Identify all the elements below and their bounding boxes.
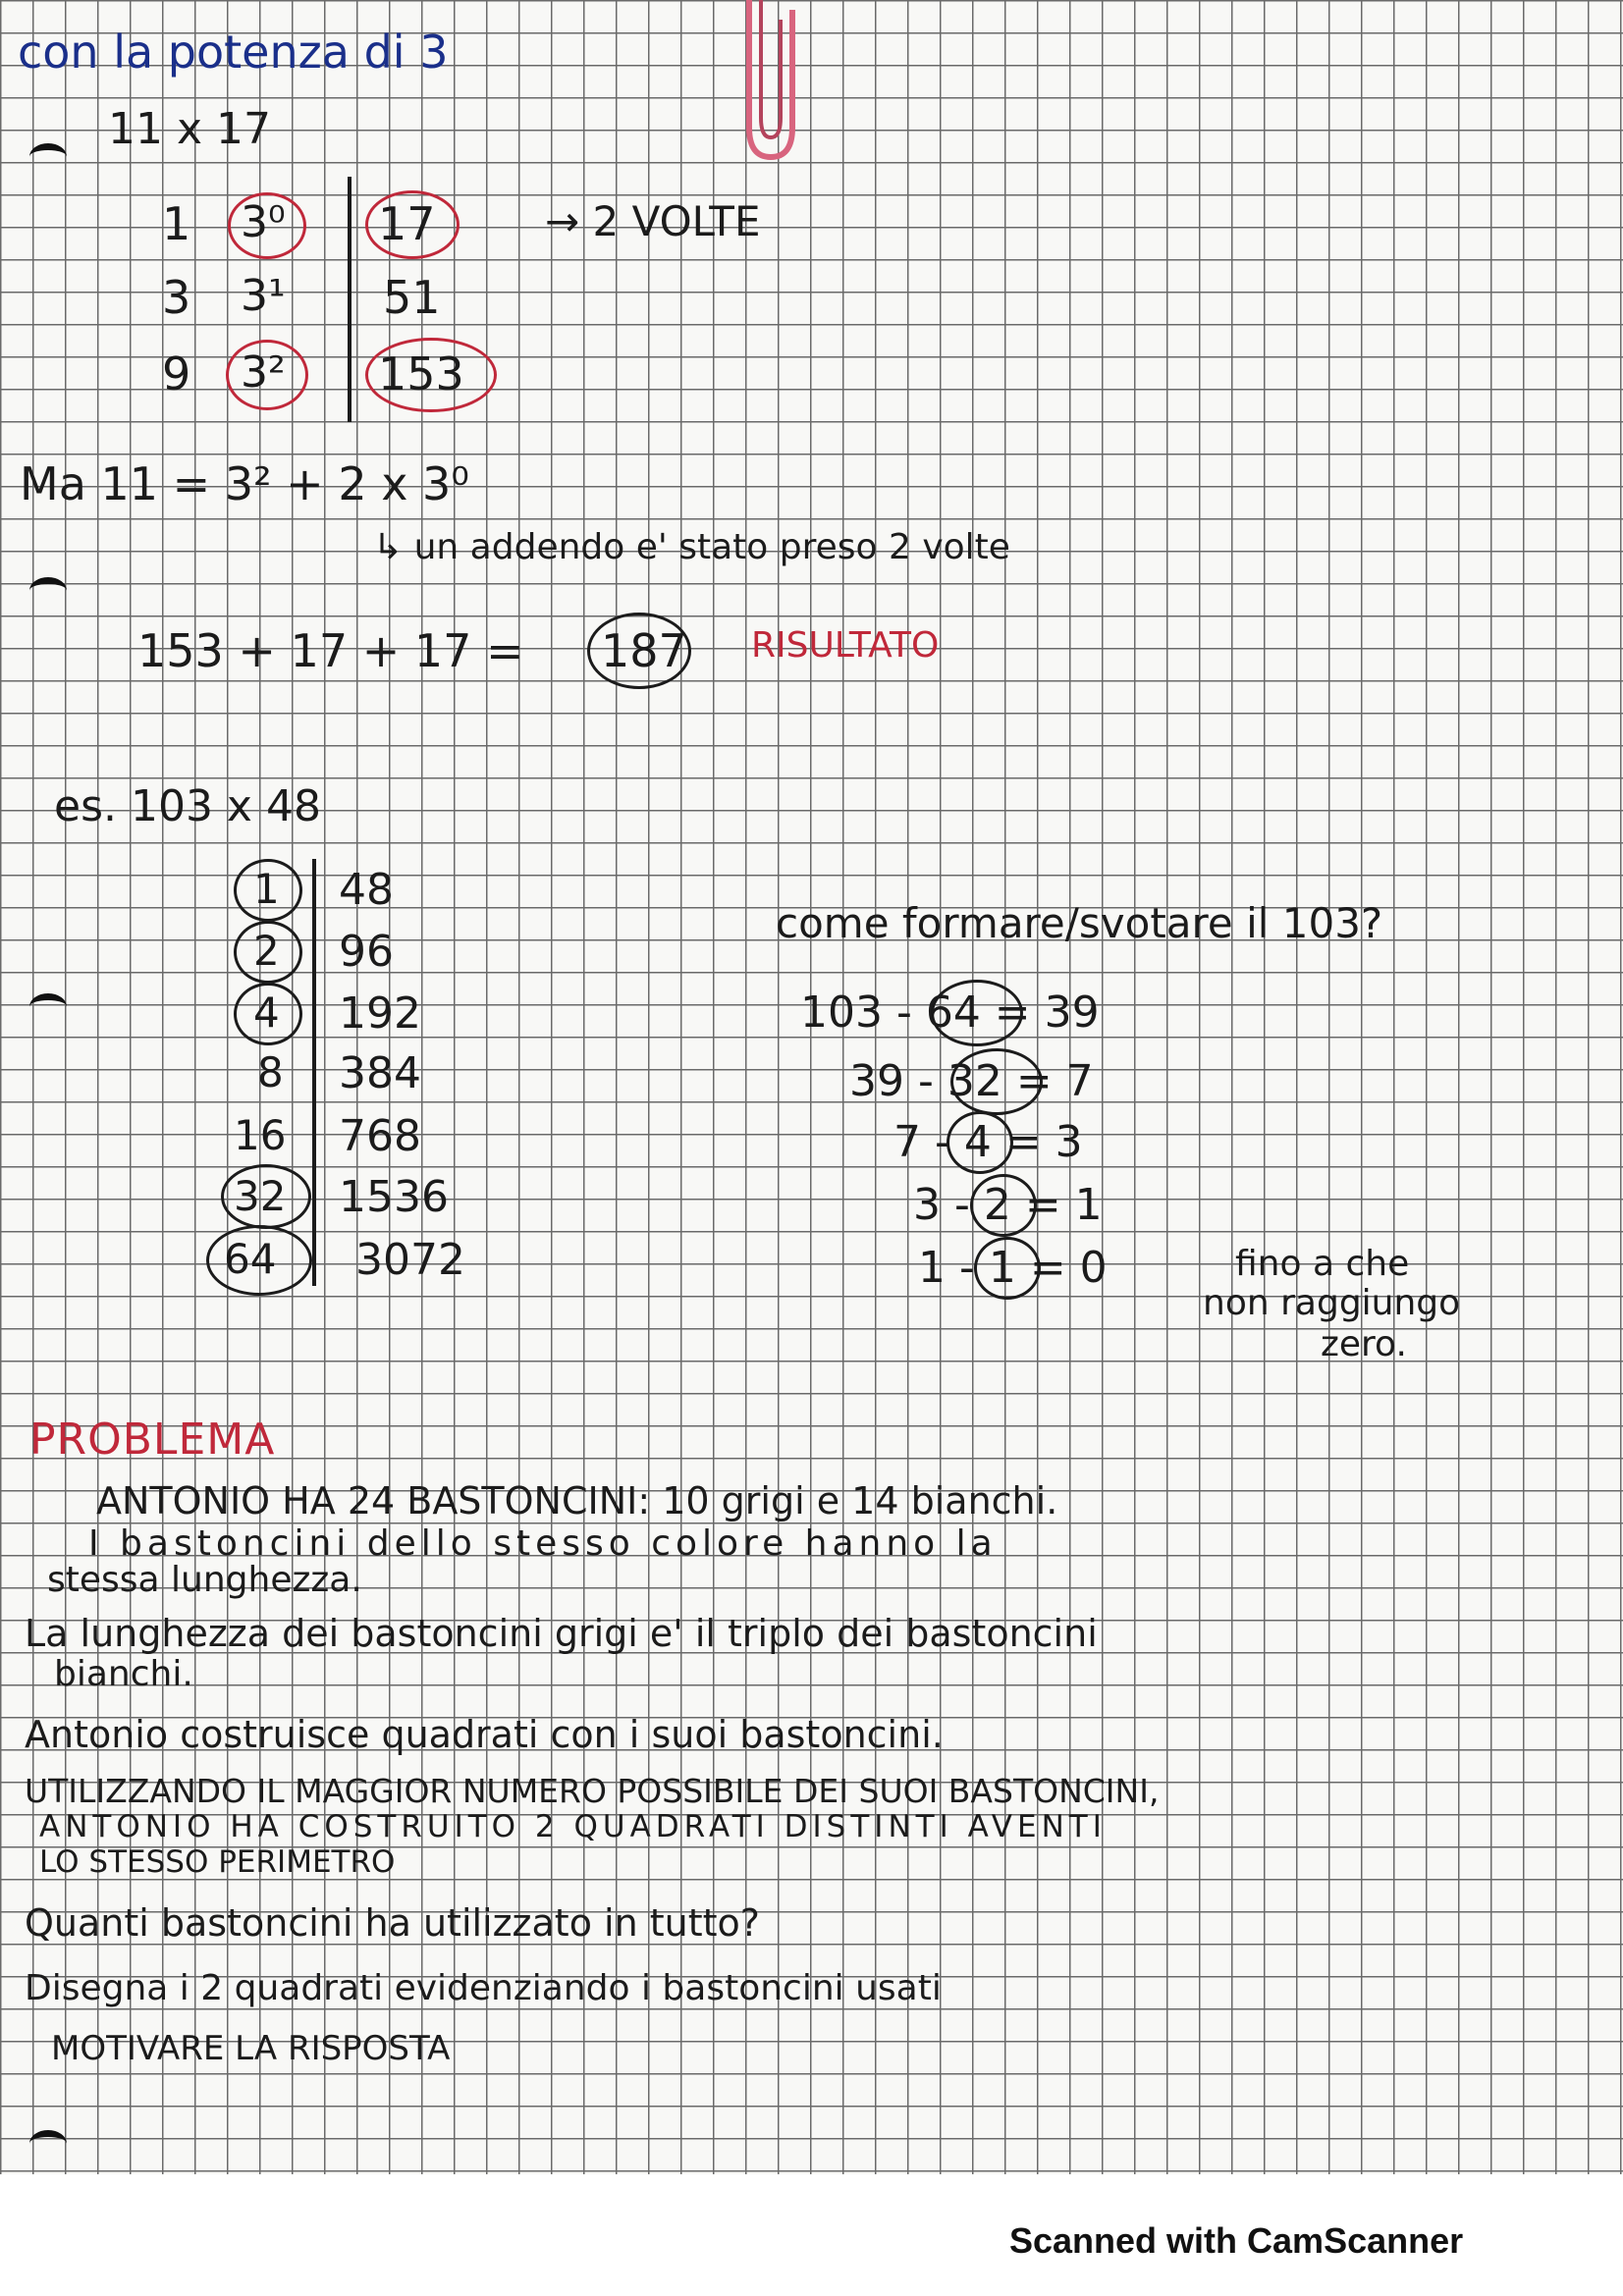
doubling-right: 3072 [355,1235,465,1285]
doubling-left: 32 [234,1172,287,1220]
problem-text-line: UTILIZZANDO IL MAGGIOR NUMERO POSSIBILE DEI SUOI BASTONCINI, [25,1772,1160,1810]
problem-text-line: ANTONIO HA 24 BASTONCINI: 10 grigi e 14 bianchi. [96,1479,1058,1522]
section2-heading: es. 103 x 48 [54,781,321,831]
section1-left-value: 9 [162,347,191,400]
subtraction-step: 7 - 4 = 3 [893,1117,1083,1167]
section1-right-value: 153 [378,347,464,400]
doubling-left: 1 [253,865,280,913]
section1-heading: con la potenza di 3 [18,26,449,79]
red-circle [365,190,460,259]
sum-expression: 153 + 17 + 17 = [137,624,524,677]
subtraction-step: 3 - 2 = 1 [913,1180,1103,1230]
doubling-left: 64 [224,1235,277,1283]
section1-left-value: 1 [162,197,191,250]
doubling-right: 1536 [339,1172,449,1222]
selected-circle [974,1237,1041,1300]
section1-power: 3² [241,347,286,398]
selected-circle [221,1164,311,1229]
separator-line [312,859,316,1286]
problem-text-line: Disegna i 2 quadrati evidenziando i bastoncini usati [25,1968,942,2008]
doubling-right: 192 [339,988,421,1039]
result-label: RISULTATO [751,625,940,666]
subtraction-step: 1 - 1 = 0 [918,1243,1108,1293]
doubling-left: 2 [253,927,280,975]
selected-circle [234,859,302,922]
doubling-right: 768 [339,1111,421,1161]
hole-punch-icon [29,577,67,604]
problem-text-line: MOTIVARE LA RISPOSTA [51,2029,451,2068]
selected-circle [234,921,302,984]
subtraction-step: 103 - 64 = 39 [800,988,1100,1038]
selected-circle [950,1048,1043,1115]
paper-clip-icon [741,0,800,167]
red-circle [365,338,497,412]
problem-text-line: bianchi. [54,1654,193,1694]
problem-title: PROBLEMA [29,1415,276,1465]
problem-text-line: Antonio costruisce quadrati con i suoi bastoncini. [25,1713,944,1756]
hole-punch-icon [29,143,67,170]
arrow-note: → 2 VOLTE [545,197,761,245]
decomposition-note: ↳ un addendo e' stato preso 2 volte [373,527,1010,567]
problem-text-line: stessa lunghezza. [47,1560,362,1600]
red-circle [228,192,306,259]
problem-text-line: ANTONIO HA COSTRUITO 2 QUADRATI DISTINTI AVENTI [39,1809,1107,1844]
section2-question: come formare/svotare il 103? [776,899,1383,947]
section2-note: fino a che [1235,1244,1410,1284]
section1-power: 3¹ [241,271,286,321]
doubling-left: 4 [253,988,280,1037]
scanner-footer: Scanned with CamScanner [1009,2220,1464,2261]
section1-power: 3⁰ [241,197,286,247]
selected-circle [947,1111,1013,1174]
selected-circle [931,980,1023,1046]
selected-circle [234,983,302,1045]
doubling-left: 8 [257,1048,284,1096]
problem-text-line: La lunghezza dei bastoncini grigi e' il triplo dei bastoncini [25,1612,1098,1655]
section1-right-value: 51 [383,271,441,324]
selected-circle [970,1174,1037,1237]
doubling-right: 96 [339,927,394,977]
doubling-right: 384 [339,1048,421,1098]
separator-line [348,177,352,422]
section1-left-value: 3 [162,271,191,324]
doubling-left: 16 [234,1111,287,1159]
section1-right-value: 17 [378,197,436,250]
problem-text-line: LO STESSO PERIMETRO [39,1844,396,1880]
hole-punch-icon [29,993,67,1020]
doubling-right: 48 [339,865,394,915]
sum-result: 187 [601,624,687,677]
problem-text-line: I bastoncini dello stesso colore hanno la [88,1523,998,1564]
section2-note: zero. [1321,1324,1407,1364]
selected-circle [206,1225,312,1296]
section2-note: non raggiungo [1203,1283,1461,1323]
decomposition: Ma 11 = 3² + 2 x 3⁰ [20,457,469,510]
section1-problem: 11 x 17 [108,104,271,154]
problem-text-line: Quanti bastoncini ha utilizzato in tutto? [25,1901,760,1945]
result-circle [587,613,691,689]
red-circle [226,340,308,410]
subtraction-step: 39 - 32 = 7 [849,1056,1094,1106]
hole-punch-icon [29,2130,67,2157]
